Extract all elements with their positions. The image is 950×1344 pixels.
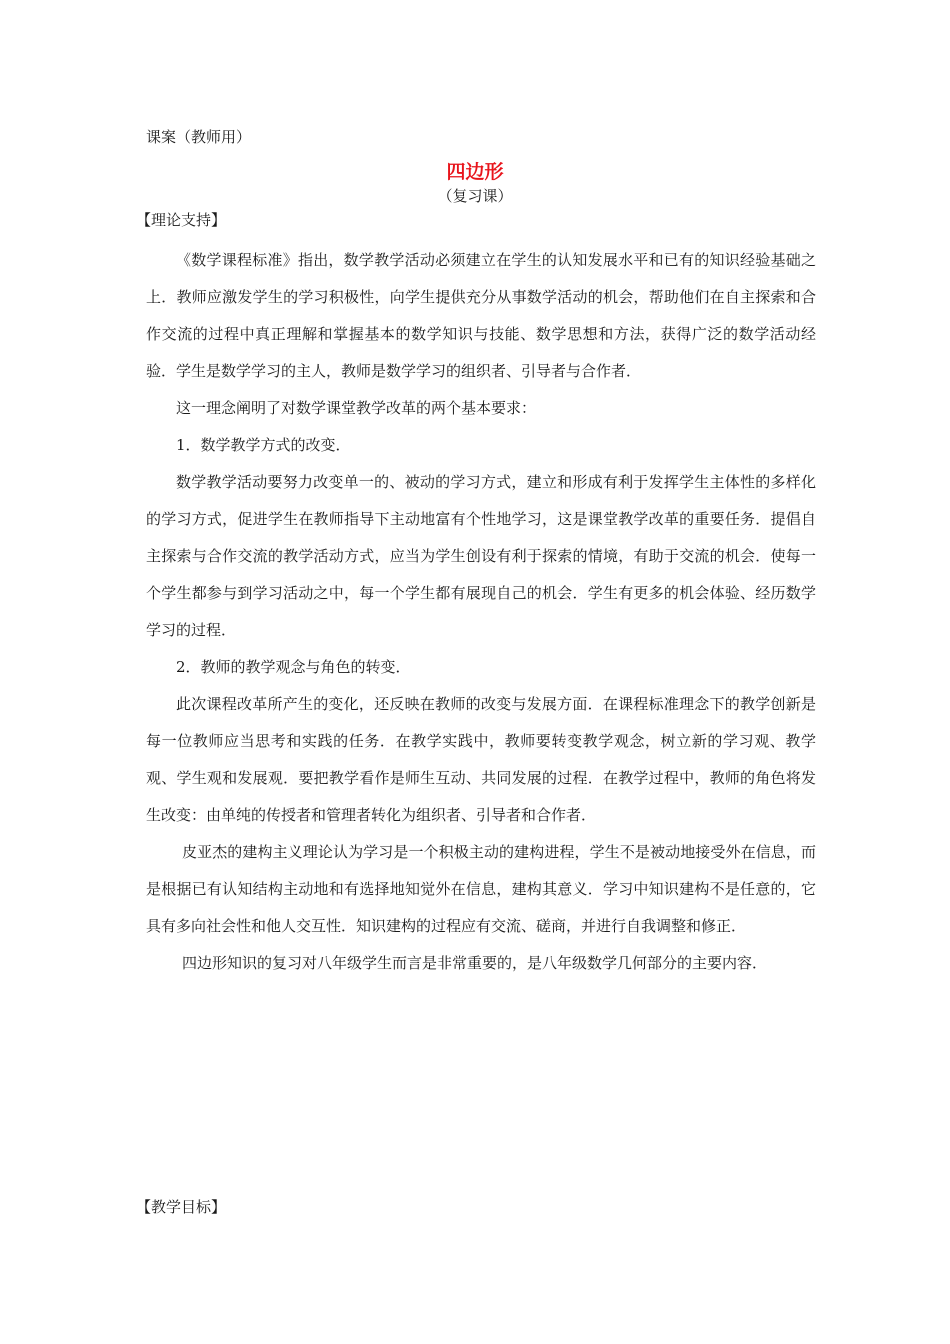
- theory-body: [146, 242, 816, 982]
- document-label: 课案（教师用）: [146, 128, 252, 146]
- paragraph: 数学教学活动要努力改变单一的、被动的学习方式，建立和形成有利于发挥学生主体性的多样化的学习方式，促进学生在教师指导下主动地富有个性地学习，这是课堂教学改革的重要任务．提倡自主探索与合作交流的教学活动方式，应当为学生创设有利于探索的情境，有助于交流的机会．使每一个学生都参与到学习活动之中，每一个学生都有展现自己的机会．学生有更多的机会体验、经历数学学习的过程．: [146, 473, 816, 639]
- paragraph: 皮亚杰的建构主义理论认为学习是一个积极主动的建构进程，学生不是被动地接受外在信息，而是根据已有认知结构主动地和有选择地知觉外在信息，建构其意义．学习中知识建构不是任意的，它具有多向社会性和他人交互性．知识建构的过程应有交流、磋商，并进行自我调整和修正．: [146, 843, 816, 935]
- paragraph: 《数学课程标准》指出，数学教学活动必须建立在学生的认知发展水平和已有的知识经验基础之上．教师应激发学生的学习积极性，向学生提供充分从事数学活动的机会，帮助他们在自主探索和合作交流的过程中真正理解和掌握基本的数学知识与技能、数学思想和方法，获得广泛的数学活动经验．学生是数学学习的主人，教师是数学学习的组织者、引导者与合作者．: [146, 251, 816, 380]
- paragraph: 四边形知识的复习对八年级学生而言是非常重要的，是八年级数学几何部分的主要内容．: [182, 954, 768, 972]
- paragraph: 这一理念阐明了对数学课堂教学改革的两个基本要求：: [176, 399, 537, 417]
- page-subtitle: （复习课）: [437, 187, 513, 205]
- section-heading-goals: 【教学目标】: [136, 1198, 227, 1216]
- paragraph: 2．教师的教学观念与角色的转变．: [176, 658, 411, 676]
- section-heading-theory: 【理论支持】: [136, 211, 227, 229]
- page-title: 四边形: [446, 161, 504, 183]
- paragraph: 此次课程改革所产生的变化，还反映在教师的改变与发展方面．在课程标准理念下的教学创新是每一位教师应当思考和实践的任务．在教学实践中，教师要转变教学观念，树立新的学习观、教学观、学生观和发展观．要把教学看作是师生互动、共同发展的过程．在教学过程中，教师的角色将发生改变：由单纯的传授者和管理者转化为组织者、引导者和合作者．: [146, 695, 816, 824]
- paragraph: 1．数学教学方式的改变．: [176, 436, 351, 454]
